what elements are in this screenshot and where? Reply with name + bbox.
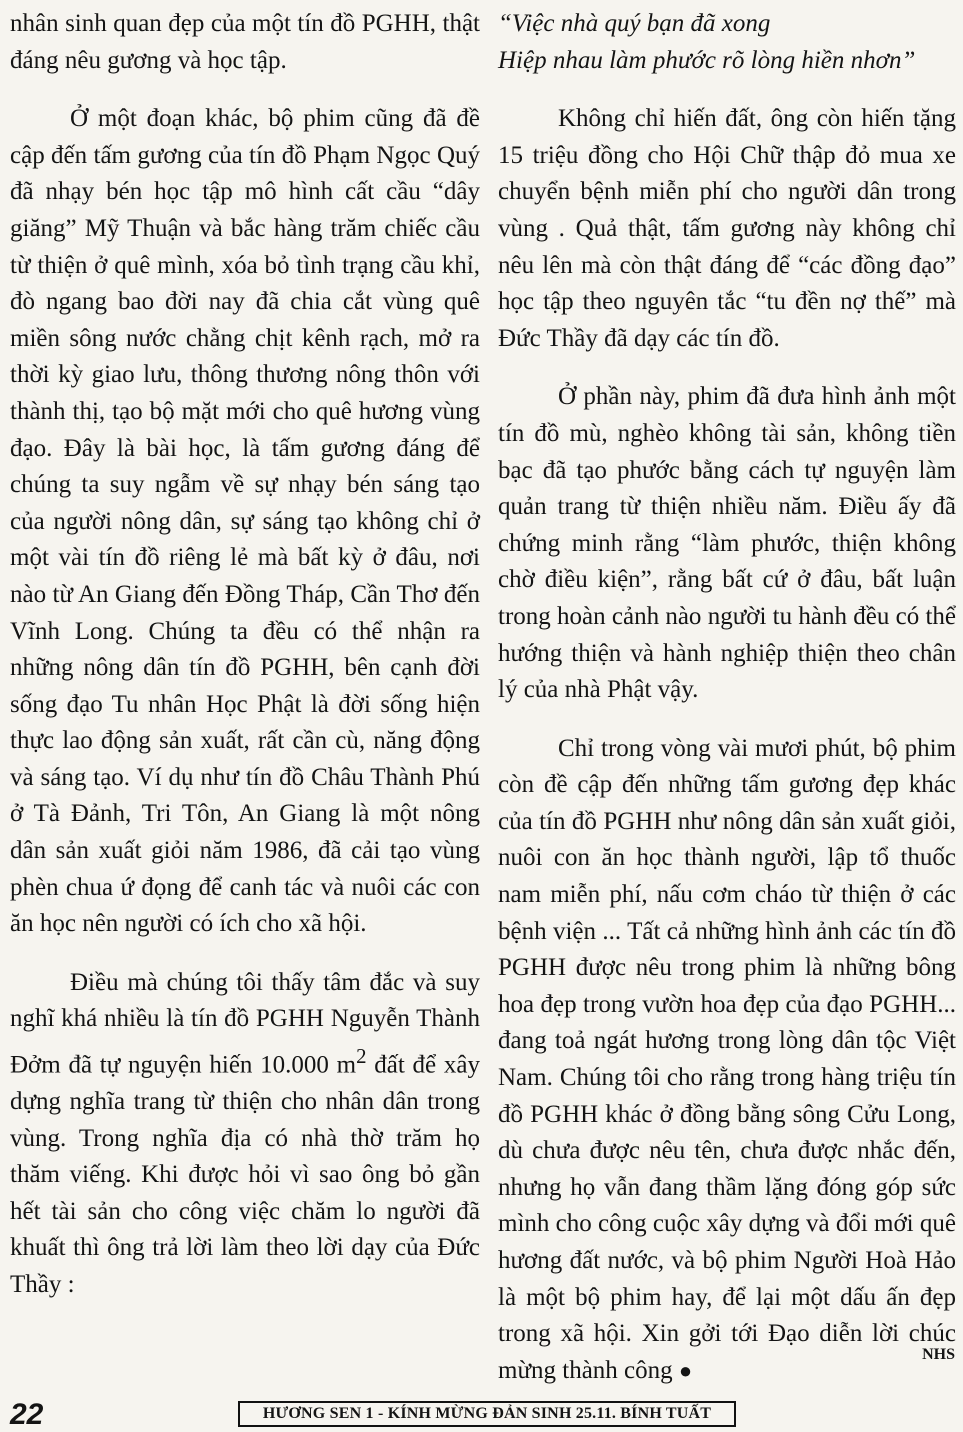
left-paragraph-3 (10, 965, 480, 1304)
right-paragraph-3-text: Chỉ trong vòng vài mươi phút, bộ phim còn đề cập đến những tấm gương đẹp khác của tín đồ PGHH như nông dân sản xuất giỏi, nuôi con ăn học thành người, lập tổ thuốc nam miễn phí, nấu cơm cháo từ thiện ở các bệnh viện ... Tất cả những hình ảnh các tín đồ PGHH được nêu trong phim là những bông hoa đẹp trong vườn hoa đẹp của đạo PGHH... đang toả ngát hương trong lòng dân tộc Việt Nam. Chúng tôi cho rằng trong hàng triệu tín đồ PGHH khác ở đồng bằng sông Cửu Long, dù chưa được nêu tên, chưa được nhắc đến, nhưng họ vẫn đang thầm lặng đóng góp sức mình cho công cuộc xây dựng và đổi mới quê hương đất nước, và bộ phim Người Hoà Hảo là một bộ phim hay, để lại một dấu ấn đẹp trong xã hội. Xin gởi tới Đạo diễn lời chúc mừng thành công (498, 734, 956, 1384)
verse-line-1: “Việc nhà quý bạn đã xong (498, 10, 771, 37)
footer-banner: HƯƠNG SEN 1 - KÍNH MỪNG ĐẢN SINH 25.11. BÍNH TUẤT (238, 1401, 736, 1427)
left-paragraph-3-text-b: đất để xây dựng nghĩa trang từ thiện cho nhân dân trong vùng. Trong nghĩa địa có nhà thờ trăm họ thăm viếng. Khi được hỏi vì sao ông bỏ gần hết tài sản cho công việc chăm lo người đã khuất thì ông trả lời làm theo lời dạy của Đức Thầy : (10, 1051, 480, 1298)
left-paragraph-3-text-a: Điều mà chúng tôi thấy tâm đắc và suy nghĩ khá nhiều là tín đồ PGHH Nguyễn Thành Đởm đã tự nguyện hiến 10.000 m (10, 968, 480, 1079)
end-bullet-icon: ● (678, 1357, 693, 1383)
left-paragraph-1: nhân sinh quan đẹp của một tín đồ PGHH, thật đáng nêu gương và học tập. (10, 10, 480, 74)
right-paragraph-3 (498, 731, 956, 1390)
right-paragraph-1: Không chỉ hiến đất, ông còn hiến tặng 15 triệu đồng cho Hội Chữ thập đỏ mua xe chuyển bệnh miễn phí cho người dân trong vùng . Quả thật, tấm gương này không chỉ nêu lên mà còn thật đáng để “các đồng đạo” học tập theo nguyên tắc “tu đền nợ thế” mà Đức Thầy đã dạy các tín đồ. (498, 105, 956, 352)
verse-line-2: Hiệp nhau làm phước rõ lòng hiền nhơn” (498, 46, 916, 74)
right-column (498, 6, 956, 1411)
right-paragraph-2: Ở phần này, phim đã đưa hình ảnh một tín đồ mù, nghèo không tài sản, không tiền bạc đã tạo phước bằng cách tự nguyện làm quản trang từ thiện nhiều năm. Điều ấy đã chứng minh rằng “làm phước, thiện không chờ điều kiện”, rằng bất cứ ở đâu, bất luận trong hoàn cảnh nào người tu hành đều có thể hướng thiện và hành nghiệp thiện theo chân lý của nhà Phật vậy. (498, 383, 956, 704)
left-column (10, 6, 480, 1326)
square-meter-superscript: 2 (356, 1044, 367, 1069)
left-paragraph-2: Ở một đoạn khác, bộ phim cũng đã đề cập đến tấm gương của tín đồ Phạm Ngọc Quý đã nhạy bén học tập mô hình cất cầu “dây giăng” Mỹ Thuận và bắc hàng trăm chiếc cầu từ thiện ở quê mình, xóa bỏ tình trạng cầu khỉ, đò ngang bao đời nay đã chia cắt vùng quê miền sông nước chằng chịt kênh rạch, mở ra thời kỳ giao lưu, thông thương nông thôn với thành thị, tạo bộ mặt mới cho quê hương vùng đạo. Đây là bài học, là tấm gương đáng để chúng ta suy ngẫm về sự nhạy bén sáng tạo của người nông dân, sự sáng tạo không chỉ ở một vài tín đồ riêng lẻ mà bất kỳ ở đâu, nơi nào từ An Giang đến Đồng Tháp, Cần Thơ đến Vĩnh Long. Chúng ta đều có thể nhận ra những nông dân tín đồ PGHH, bên cạnh đời sống đạo Tu nhân Học Phật là đời sống hiện thực lao động sản xuất, rất cần cù, năng động và sáng tạo. Ví dụ như tín đồ Châu Thành Phú ở Tà Đảnh, Tri Tôn, An Giang là một nông dân sản xuất giỏi năm 1986, đã cải tạo vùng phèn chua ứ đọng để canh tác và nuôi các con ăn học nên người có ích cho xã hội. (10, 105, 480, 938)
author-signature: NHS (922, 1346, 955, 1363)
page-number: 22 (10, 1398, 44, 1431)
verse-quote (498, 6, 956, 79)
